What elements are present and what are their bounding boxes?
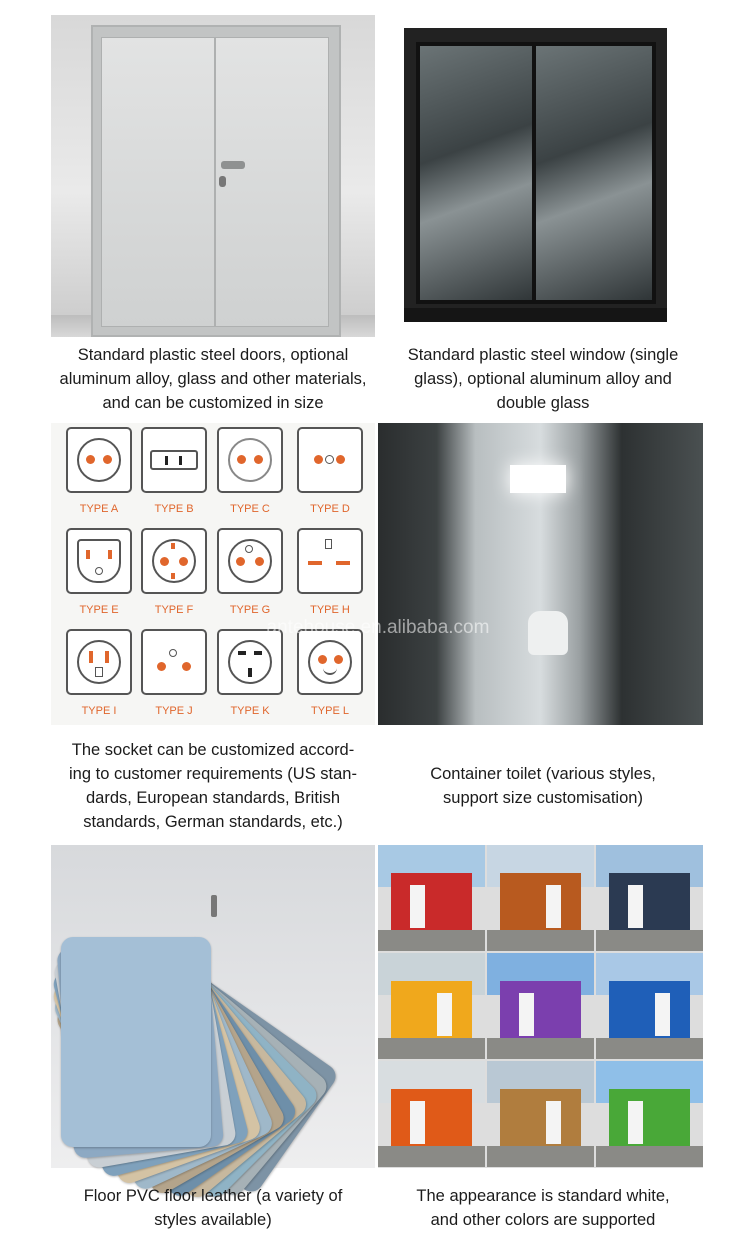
socket-type-b-icon bbox=[141, 427, 207, 493]
socket-type-a-icon bbox=[66, 427, 132, 493]
container-colors-grid bbox=[378, 845, 703, 1168]
steel-door-photo bbox=[51, 15, 375, 337]
watermark: antehouse.en.alibaba.com bbox=[266, 617, 490, 638]
appearance-caption: The appearance is standard white, and other colors are supported bbox=[416, 1187, 670, 1229]
socket-type-j-icon bbox=[141, 629, 207, 695]
pvc-floor-samples-photo bbox=[51, 845, 375, 1168]
door-handle-icon bbox=[221, 161, 245, 169]
socket-type-d-icon bbox=[297, 427, 363, 493]
pin-icon bbox=[211, 895, 217, 917]
socket-type-f-icon bbox=[141, 528, 207, 594]
pvc-floor-sample bbox=[61, 937, 211, 1147]
sockets-caption: The socket can be customized accord- ing to customer requirements (US stan- dards, European standards, British standards, German standards, etc.) bbox=[69, 741, 357, 831]
socket-type-h-icon bbox=[297, 528, 363, 594]
socket-type-label: TYPE C bbox=[230, 503, 270, 515]
container-house-photo bbox=[378, 953, 485, 1059]
window-caption: Standard plastic steel window (single glass), optional aluminum alloy and double glass bbox=[407, 346, 679, 412]
container-house-photo bbox=[487, 953, 594, 1059]
steel-window-photo bbox=[404, 28, 667, 322]
socket-type-e-icon bbox=[66, 528, 132, 594]
door-lock-icon bbox=[219, 176, 226, 187]
socket-type-label: TYPE K bbox=[230, 705, 270, 717]
container-house-photo bbox=[596, 845, 703, 951]
container-house-photo bbox=[378, 1061, 485, 1167]
socket-type-g-icon bbox=[217, 528, 283, 594]
container-house-photo bbox=[487, 845, 594, 951]
socket-type-c-icon bbox=[217, 427, 283, 493]
container-house-photo bbox=[596, 1061, 703, 1167]
socket-type-label: TYPE L bbox=[311, 705, 349, 717]
socket-type-label: TYPE F bbox=[154, 604, 194, 616]
socket-type-label: TYPE E bbox=[79, 604, 119, 616]
socket-type-label: TYPE H bbox=[310, 604, 350, 616]
socket-type-label: TYPE J bbox=[155, 705, 193, 717]
container-house-photo bbox=[378, 845, 485, 951]
socket-type-i-icon bbox=[66, 629, 132, 695]
socket-type-label: TYPE D bbox=[310, 503, 350, 515]
socket-type-label: TYPE I bbox=[81, 705, 117, 717]
doors-caption: Standard plastic steel doors, optional aluminum alloy, glass and other materials, and can be customized in size bbox=[59, 346, 367, 412]
container-house-photo bbox=[487, 1061, 594, 1167]
floor-caption: Floor PVC floor leather (a variety of styles available) bbox=[83, 1187, 343, 1229]
toilet-icon bbox=[528, 611, 568, 655]
socket-type-label: TYPE B bbox=[154, 503, 194, 515]
toilet-caption: Container toilet (various styles, support size customisation) bbox=[430, 765, 656, 807]
socket-type-label: TYPE G bbox=[229, 604, 271, 616]
socket-type-label: TYPE A bbox=[79, 503, 119, 515]
container-house-photo bbox=[596, 953, 703, 1059]
socket-types-chart bbox=[51, 423, 375, 725]
